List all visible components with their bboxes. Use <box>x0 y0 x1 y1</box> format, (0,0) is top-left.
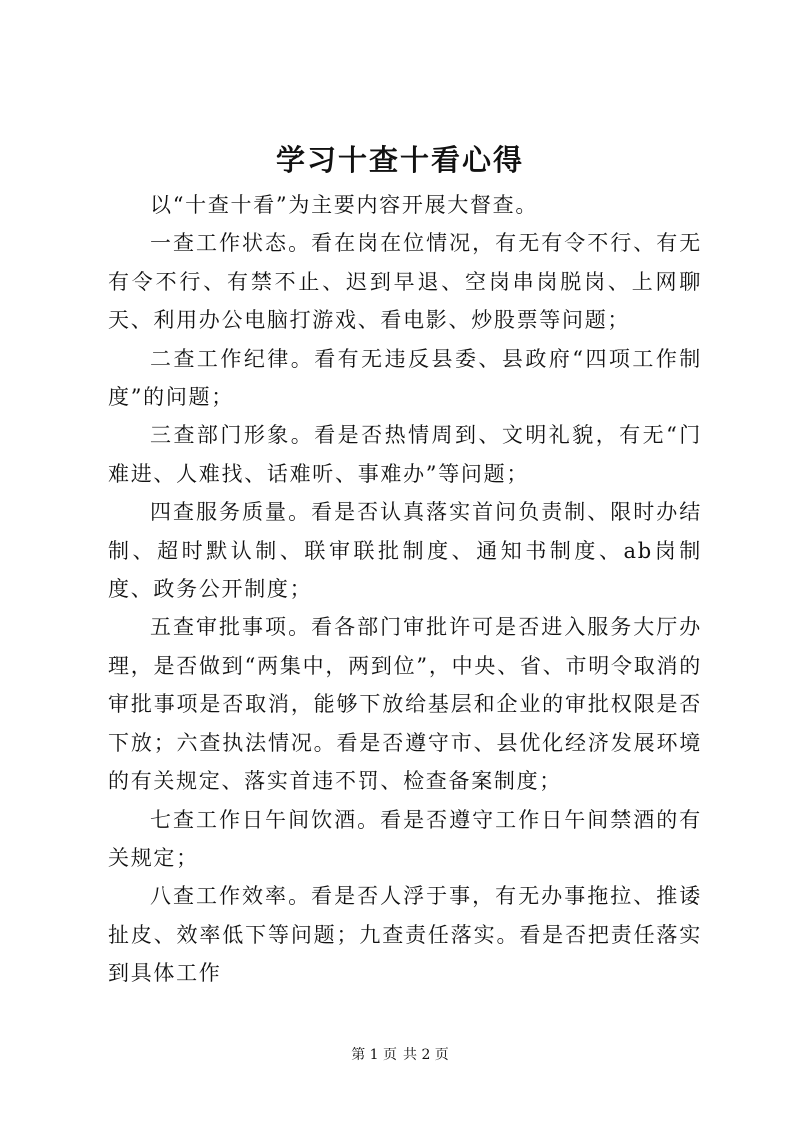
paragraph-check-8-9: 八查工作效率。看是否人浮于事，有无办事拖拉、推诿扯皮、效率低下等问题；九查责任落实。看是否把责任落实到具体工作 <box>108 884 702 986</box>
document-title: 学习十查十看心得 <box>275 143 524 177</box>
paragraph-check-2: 二查工作纪律。看有无违反县委、县政府“四项工作制度”的问题； <box>108 346 702 410</box>
paragraph-check-7: 七查工作日午间饮酒。看是否遵守工作日午间禁酒的有关规定； <box>108 807 702 870</box>
page-number-current: 第 1 页 <box>351 1047 397 1063</box>
page-footer <box>0 1045 800 1065</box>
document-body <box>108 186 702 993</box>
paragraph-intro: 以“十查十看”为主要内容开展大督查。 <box>150 193 539 217</box>
paragraph-check-4: 四查服务质量。看是否认真落实首问负责制、限时办结制、超时默认制、联审联批制度、通知书制度、ab岗制度、政务公开制度； <box>108 500 702 602</box>
paragraph-check-3: 三查部门形象。看是否热情周到、文明礼貌，有无“门难进、人难找、话难听、事难办”等问题； <box>108 423 702 486</box>
page-number-total: 共 2 页 <box>403 1047 449 1063</box>
paragraph-check-5-6: 五查审批事项。看各部门审批许可是否进入服务大厅办理，是否做到“两集中，两到位”，中央、省、市明令取消的审批事项是否取消，能够下放给基层和企业的审批权限是否下放；六查执法情况。看是否遵守市、县优化经济发展环境的有关规定、落实首违不罚、检查备案制度； <box>108 615 702 794</box>
paragraph-check-1: 一查工作状态。看在岗在位情况，有无有令不行、有无有令不行、有禁不止、迟到早退、空岗串岗脱岗、上网聊天、利用办公电脑打游戏、看电影、炒股票等问题； <box>108 231 702 333</box>
